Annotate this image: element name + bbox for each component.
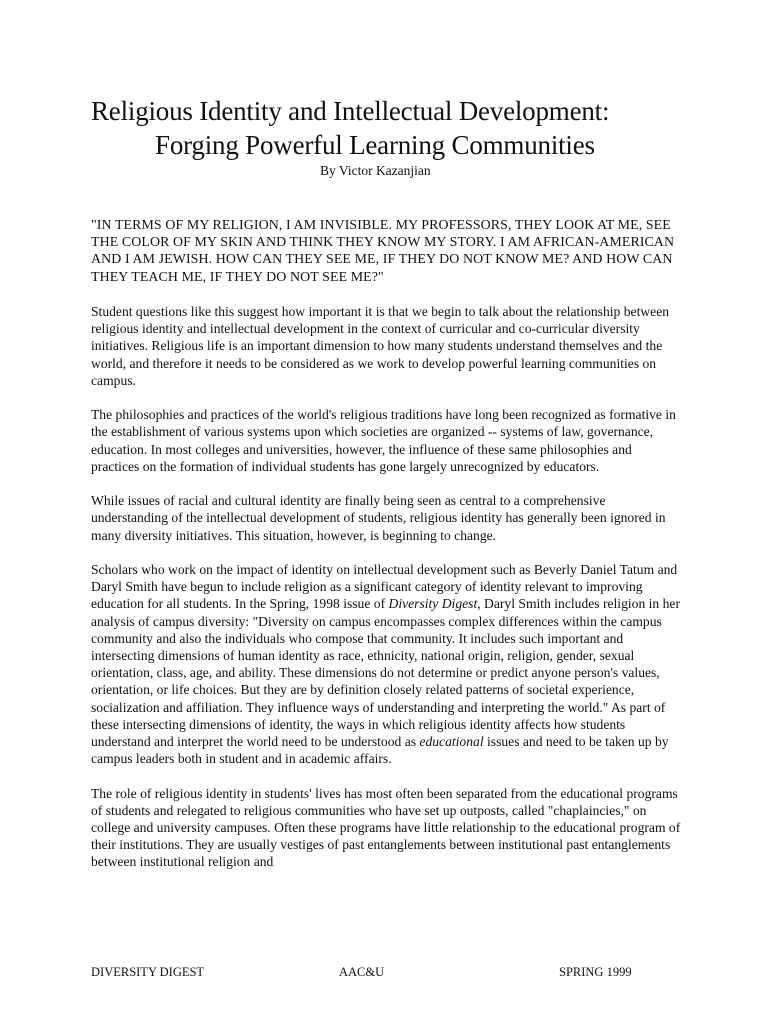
paragraph-4-part-b: , Daryl Smith includes religion in her analysis of campus diversity: "Diversity on campus encompasses complex differences within the campus community and also the individuals who compose that community. It includes such important and intersecting dimensions of human identity as race, ethnicity, national origin, religion, gender, sexual orientation, class, age, and ability. These dimensions do not determine or predict anyone person's values, orientation, or life choices. But they are by definition closely related patterns of societal experience, socialization and affiliation. They influence ways of understanding and interpreting the world." As part of these intersecting dimensions of identity, the ways in which religious identity affects how students understand and interpret the world need to be understood as bbox=[91, 596, 680, 750]
footer-publication: DIVERSITY DIGEST bbox=[91, 965, 205, 979]
title-line-1: Religious Identity and Intellectual Development: bbox=[91, 96, 610, 126]
paragraph-5: The role of religious identity in students' lives has most often been separated from the educational programs of students and relegated to religious communities who have set up outposts, called "chaplaincies," on college and university campuses. Often these programs have little relationship to the educational program of their institutions. They are usually vestiges of past entanglements between institutional past entanglements between institutional religion and bbox=[91, 785, 681, 870]
paragraph-4-part-a: Scholars who work on the impact of identity on intellectual development such as Beverly Daniel Tatum and Daryl Smith have begun to include religion as a significant category of identity relevant to improving education for all students. In the Spring, 1998 issue of bbox=[91, 562, 678, 612]
opening-quote: "IN TERMS OF MY RELIGION, I AM INVISIBLE. MY PROFESSORS, THEY LOOK AT ME, SEE THE COLOR OF MY SKIN AND THINK THEY KNOW MY STORY. I AM AFRICAN-AMERICAN AND I AM JEWISH. HOW CAN THEY SEE ME, IF THEY DO NOT KNOW ME? AND HOW CAN THEY TEACH ME, IF THEY DO NOT SEE ME?" bbox=[91, 218, 675, 285]
title-line-2: Forging Powerful Learning Communities bbox=[155, 130, 595, 160]
journal-title: Diversity Digest bbox=[388, 596, 478, 612]
paragraph-2: The philosophies and practices of the world's religious traditions have long been recognized as formative in the establishment of various systems upon which societies are organized -- systems of law, governance, education. In most colleges and universities, however, the influence of these same philosophies and practices on the formation of individual students has gone largely unrecognized by educators. bbox=[91, 407, 676, 474]
document-title bbox=[91, 94, 691, 162]
paragraph-3: While issues of racial and cultural identity are finally being seen as central to a comprehensive understanding of the intellectual development of students, religious identity has generally been ignored in many diversity initiatives. This situation, however, is beginning to change. bbox=[91, 493, 666, 543]
paragraph-1: Student questions like this suggest how important it is that we begin to talk about the relationship between religious identity and intellectual development in the context of curricular and co-curricular diversity initiatives. Religious life is an important dimension to how many students understand themselves and the world, and therefore it needs to be considered as we work to develop powerful learning communities on campus. bbox=[91, 304, 670, 388]
page-footer bbox=[91, 963, 671, 981]
emphasis-educational: educational bbox=[419, 734, 484, 750]
article-body bbox=[91, 217, 681, 871]
author-byline: By Victor Kazanjian bbox=[320, 163, 431, 178]
paragraph-4-part-c: issues and need to be taken up by campus leaders both in student and in academic affairs. bbox=[91, 734, 669, 767]
footer-issue-date: SPRING 1999 bbox=[559, 965, 632, 979]
footer-publisher: AAC&U bbox=[339, 965, 385, 979]
paragraph-4 bbox=[91, 561, 681, 767]
